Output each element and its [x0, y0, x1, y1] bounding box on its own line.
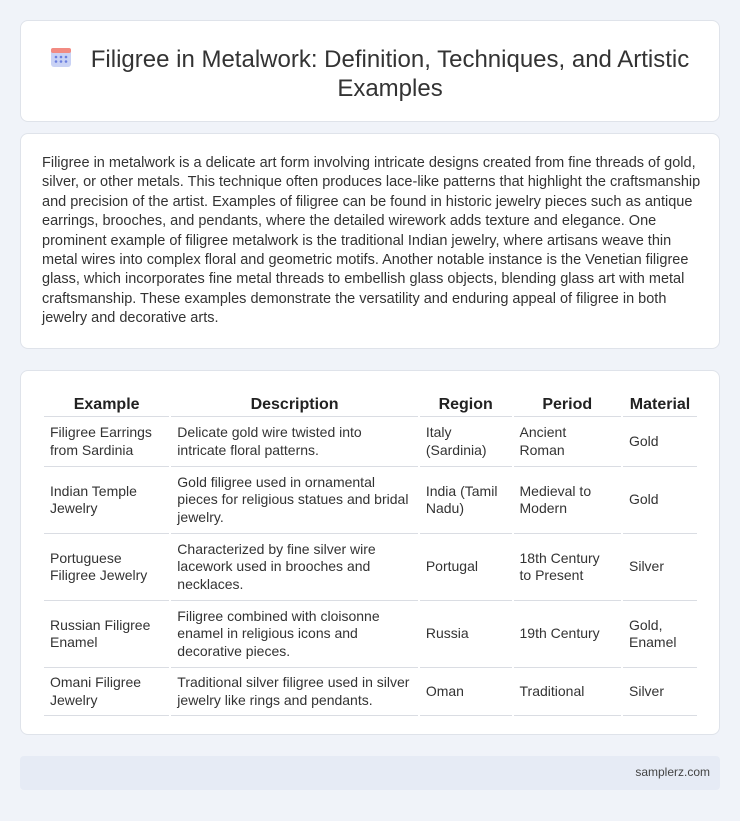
- header-material: Material: [629, 395, 691, 413]
- cell-period: 19th Century: [514, 600, 621, 667]
- cell-period: 18th Century to Present: [514, 533, 621, 600]
- cell-material: Gold, Enamel: [623, 600, 697, 667]
- cell-region: India (Tamil Nadu): [420, 466, 512, 533]
- cell-example: Omani Filigree Jewelry: [44, 667, 169, 716]
- table-row: [44, 533, 697, 600]
- title-card: [20, 20, 720, 122]
- table-row: [44, 667, 697, 716]
- cell-material: Gold: [623, 466, 697, 533]
- cell-period: Medieval to Modern: [514, 466, 621, 533]
- header-period: Period: [542, 395, 593, 413]
- table-card: [20, 370, 720, 735]
- cell-period: Ancient Roman: [514, 416, 621, 466]
- intro-card: [20, 133, 720, 349]
- cell-description: Traditional silver filigree used in silver jewelry like rings and pendants.: [171, 667, 418, 716]
- cell-description: Characterized by fine silver wire lacework used in brooches and necklaces.: [171, 533, 418, 600]
- cell-example: Portuguese Filigree Jewelry: [44, 533, 169, 600]
- cell-region: Italy (Sardinia): [420, 416, 512, 466]
- header-description: Description: [250, 395, 339, 413]
- table-header-row: [44, 393, 697, 416]
- footer-site-link[interactable]: samplerz.com: [635, 765, 710, 779]
- footer: [20, 756, 720, 790]
- cell-description: Delicate gold wire twisted into intricate floral patterns.: [171, 416, 418, 466]
- page-title: Filigree in Metalwork: Definition, Techniques, and Artistic Examples: [90, 46, 690, 102]
- cell-description: Gold filigree used in ornamental pieces for religious statues and bridal jewelry.: [171, 466, 418, 533]
- cell-example: Filigree Earrings from Sardinia: [44, 416, 169, 466]
- table-row: [44, 466, 697, 533]
- cell-region: Portugal: [420, 533, 512, 600]
- cell-period: Traditional: [514, 667, 621, 716]
- header-region: Region: [438, 395, 493, 413]
- cell-description: Filigree combined with cloisonne enamel in religious icons and decorative pieces.: [171, 600, 418, 667]
- intro-paragraph: Filigree in metalwork is a delicate art form involving intricate designs created from fine threads of gold, silver, or other metals. This technique often produces lace-like patterns that highlight the craftsmanship and precision of the artist. Examples of filigree can be found in historic jewelry pieces such as antique earrings, brooches, and pendants, where the detailed wirework adds texture and elegance. One prominent example of filigree metalwork is the traditional Indian jewelry, where artisans weave thin metal wires into complex floral and geometric motifs. Another notable instance is the Venetian filigree glass, which incorporates fine metal threads to embellish glass objects, blending glass art with metal craftsmanship. These examples demonstrate the versatility and enduring appeal of filigree in both jewelry and decorative arts.: [42, 155, 701, 327]
- cell-example: Indian Temple Jewelry: [44, 466, 169, 533]
- cell-region: Russia: [420, 600, 512, 667]
- examples-table: [42, 393, 699, 716]
- cell-material: Silver: [623, 533, 697, 600]
- table-row: [44, 416, 697, 466]
- cell-region: Oman: [420, 667, 512, 716]
- cell-material: Gold: [623, 416, 697, 466]
- cell-material: Silver: [623, 667, 697, 716]
- table-row: [44, 600, 697, 667]
- cell-example: Russian Filigree Enamel: [44, 600, 169, 667]
- header-example: Example: [73, 395, 140, 413]
